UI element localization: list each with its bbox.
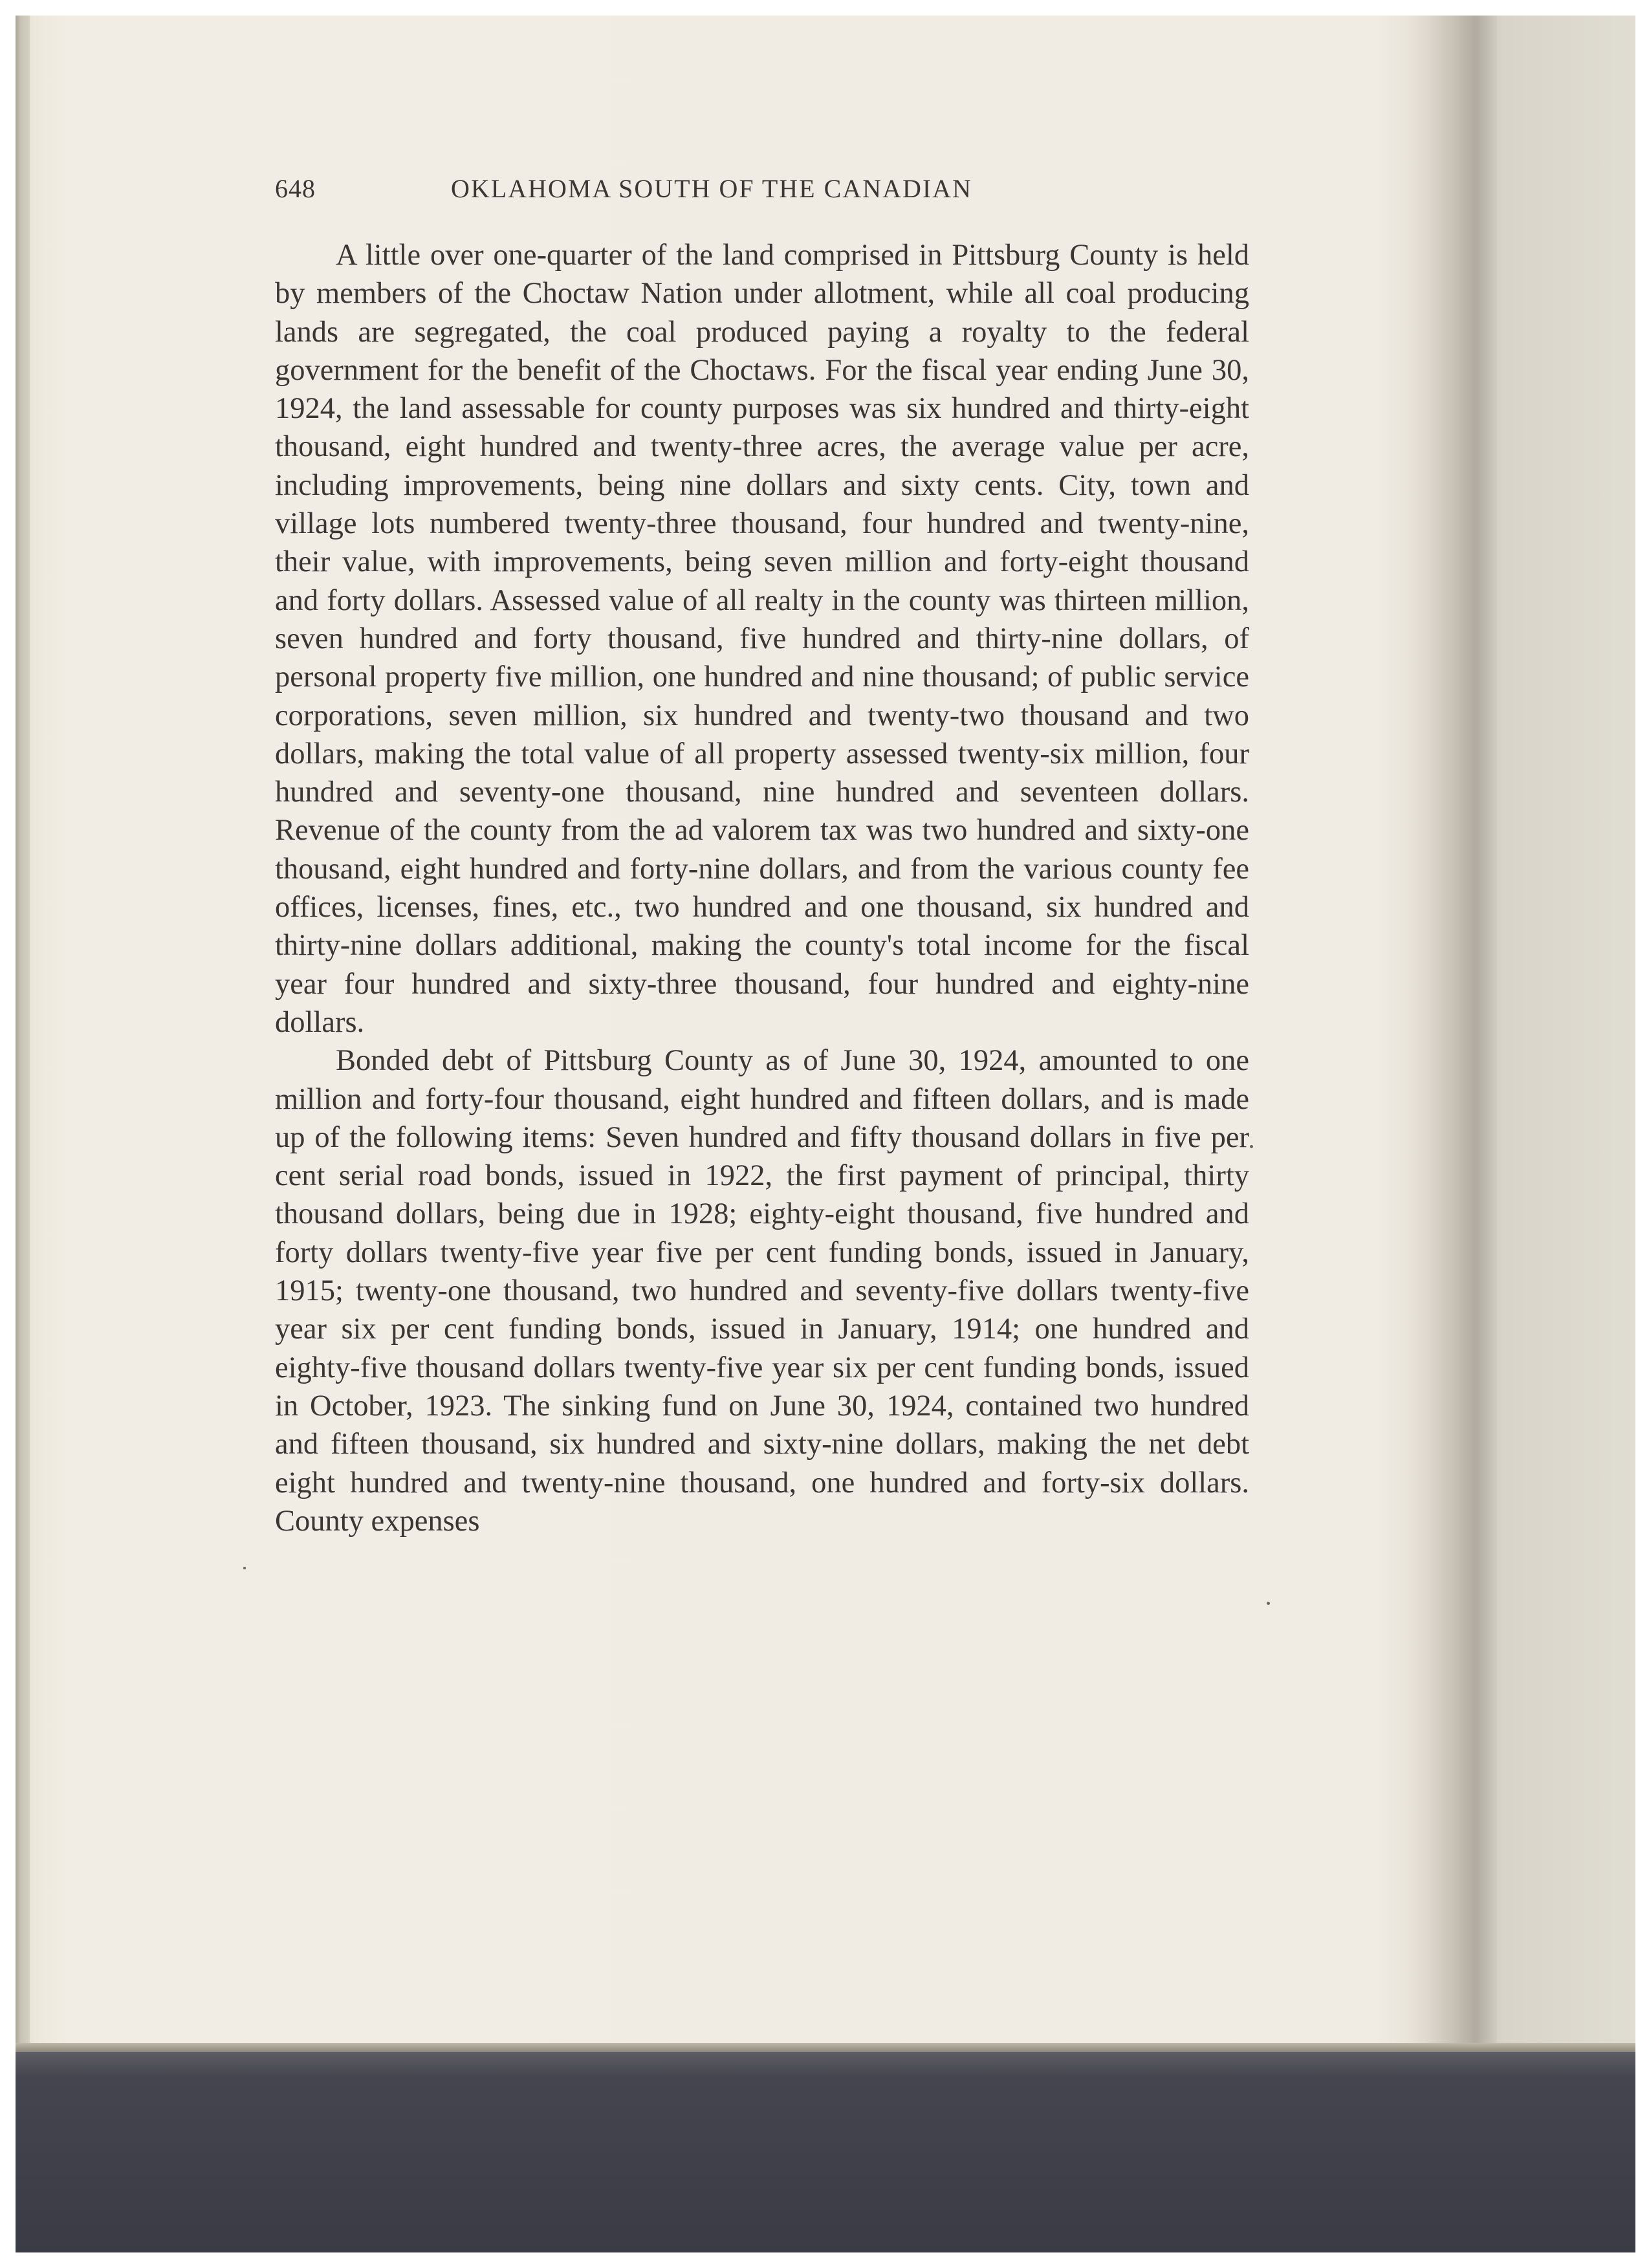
page-bottom-edge bbox=[16, 2043, 1635, 2052]
speck-mark bbox=[1250, 1145, 1253, 1148]
speck-mark bbox=[1267, 1602, 1270, 1605]
paragraph: A little over one-quarter of the land comprised in Pittsburg County is held by members of the Choctaw Nation under allotment, while all coal producing lands are segregated, the coal produced paying a royalty to the federal government for the benefit of the Choctaws. For the fiscal year ending June 30, 1924, the land assessable for county purposes was six hundred and thirty-eight thousand, eight hundred and twenty-three acres, the average value per acre, including improvements, being nine dollars and sixty cents. City, town and village lots numbered twenty-three thousand, four hundred and twenty-nine, their value, with improvements, being seven million and forty-eight thousand and forty dollars. Assessed value of all realty in the county was thirteen million, seven hundred and forty thousand, five hundred and thirty-nine dollars, of personal property five million, one hundred and nine thousand; of public service corporations, seven million, six hundred and twenty-two thousand and two dollars, making the total value of all property assessed twenty-six million, four hundred and seventy-one thousand, nine hundred and seventeen dollars. Revenue of the county from the ad valorem tax was two hundred and sixty-one thousand, eight hundred and forty-nine dollars, and from the various county fee offices, licenses, fines, etc., two hundred and one thousand, six hundred and thirty-nine dollars additional, making the county's total income for the fiscal year four hundred and sixty-three thousand, four hundred and eighty-nine dollars. bbox=[275, 239, 1249, 1039]
gutter-shadow bbox=[1406, 16, 1497, 2052]
body-text bbox=[275, 236, 1249, 1540]
page-number: 648 bbox=[275, 174, 316, 203]
page-binding-edge bbox=[16, 16, 30, 2052]
scanner-backdrop bbox=[16, 2052, 1635, 2252]
running-title: OKLAHOMA SOUTH OF THE CANADIAN bbox=[451, 174, 972, 203]
running-head bbox=[275, 173, 1252, 206]
book-page bbox=[16, 16, 1635, 2052]
speck-mark bbox=[243, 1567, 246, 1569]
paragraph: Bonded debt of Pittsburg County as of June 30, 1924, amounted to one million and forty-four thousand, eight hundred and fifteen dollars, and is made up of the following items: Seven hundred and fifty thousand dollars in five per cent serial road bonds, issued in 1922, the first payment of principal, thirty thousand dollars, being due in 1928; eighty-eight thousand, five hundred and forty dollars twenty-five year five per cent funding bonds, issued in January, 1915; twenty-one thousand, two hundred and seventy-five dollars twenty-five year six per cent funding bonds, issued in January, 1914; one hundred and eighty-five thousand dollars twenty-five year six per cent funding bonds, issued in October, 1923. The sinking fund on June 30, 1924, contained two hundred and fifteen thousand, six hundred and sixty-nine dollars, making the net debt eight hundred and twenty-nine thousand, one hundred and forty-six dollars. County expenses bbox=[275, 1044, 1249, 1538]
